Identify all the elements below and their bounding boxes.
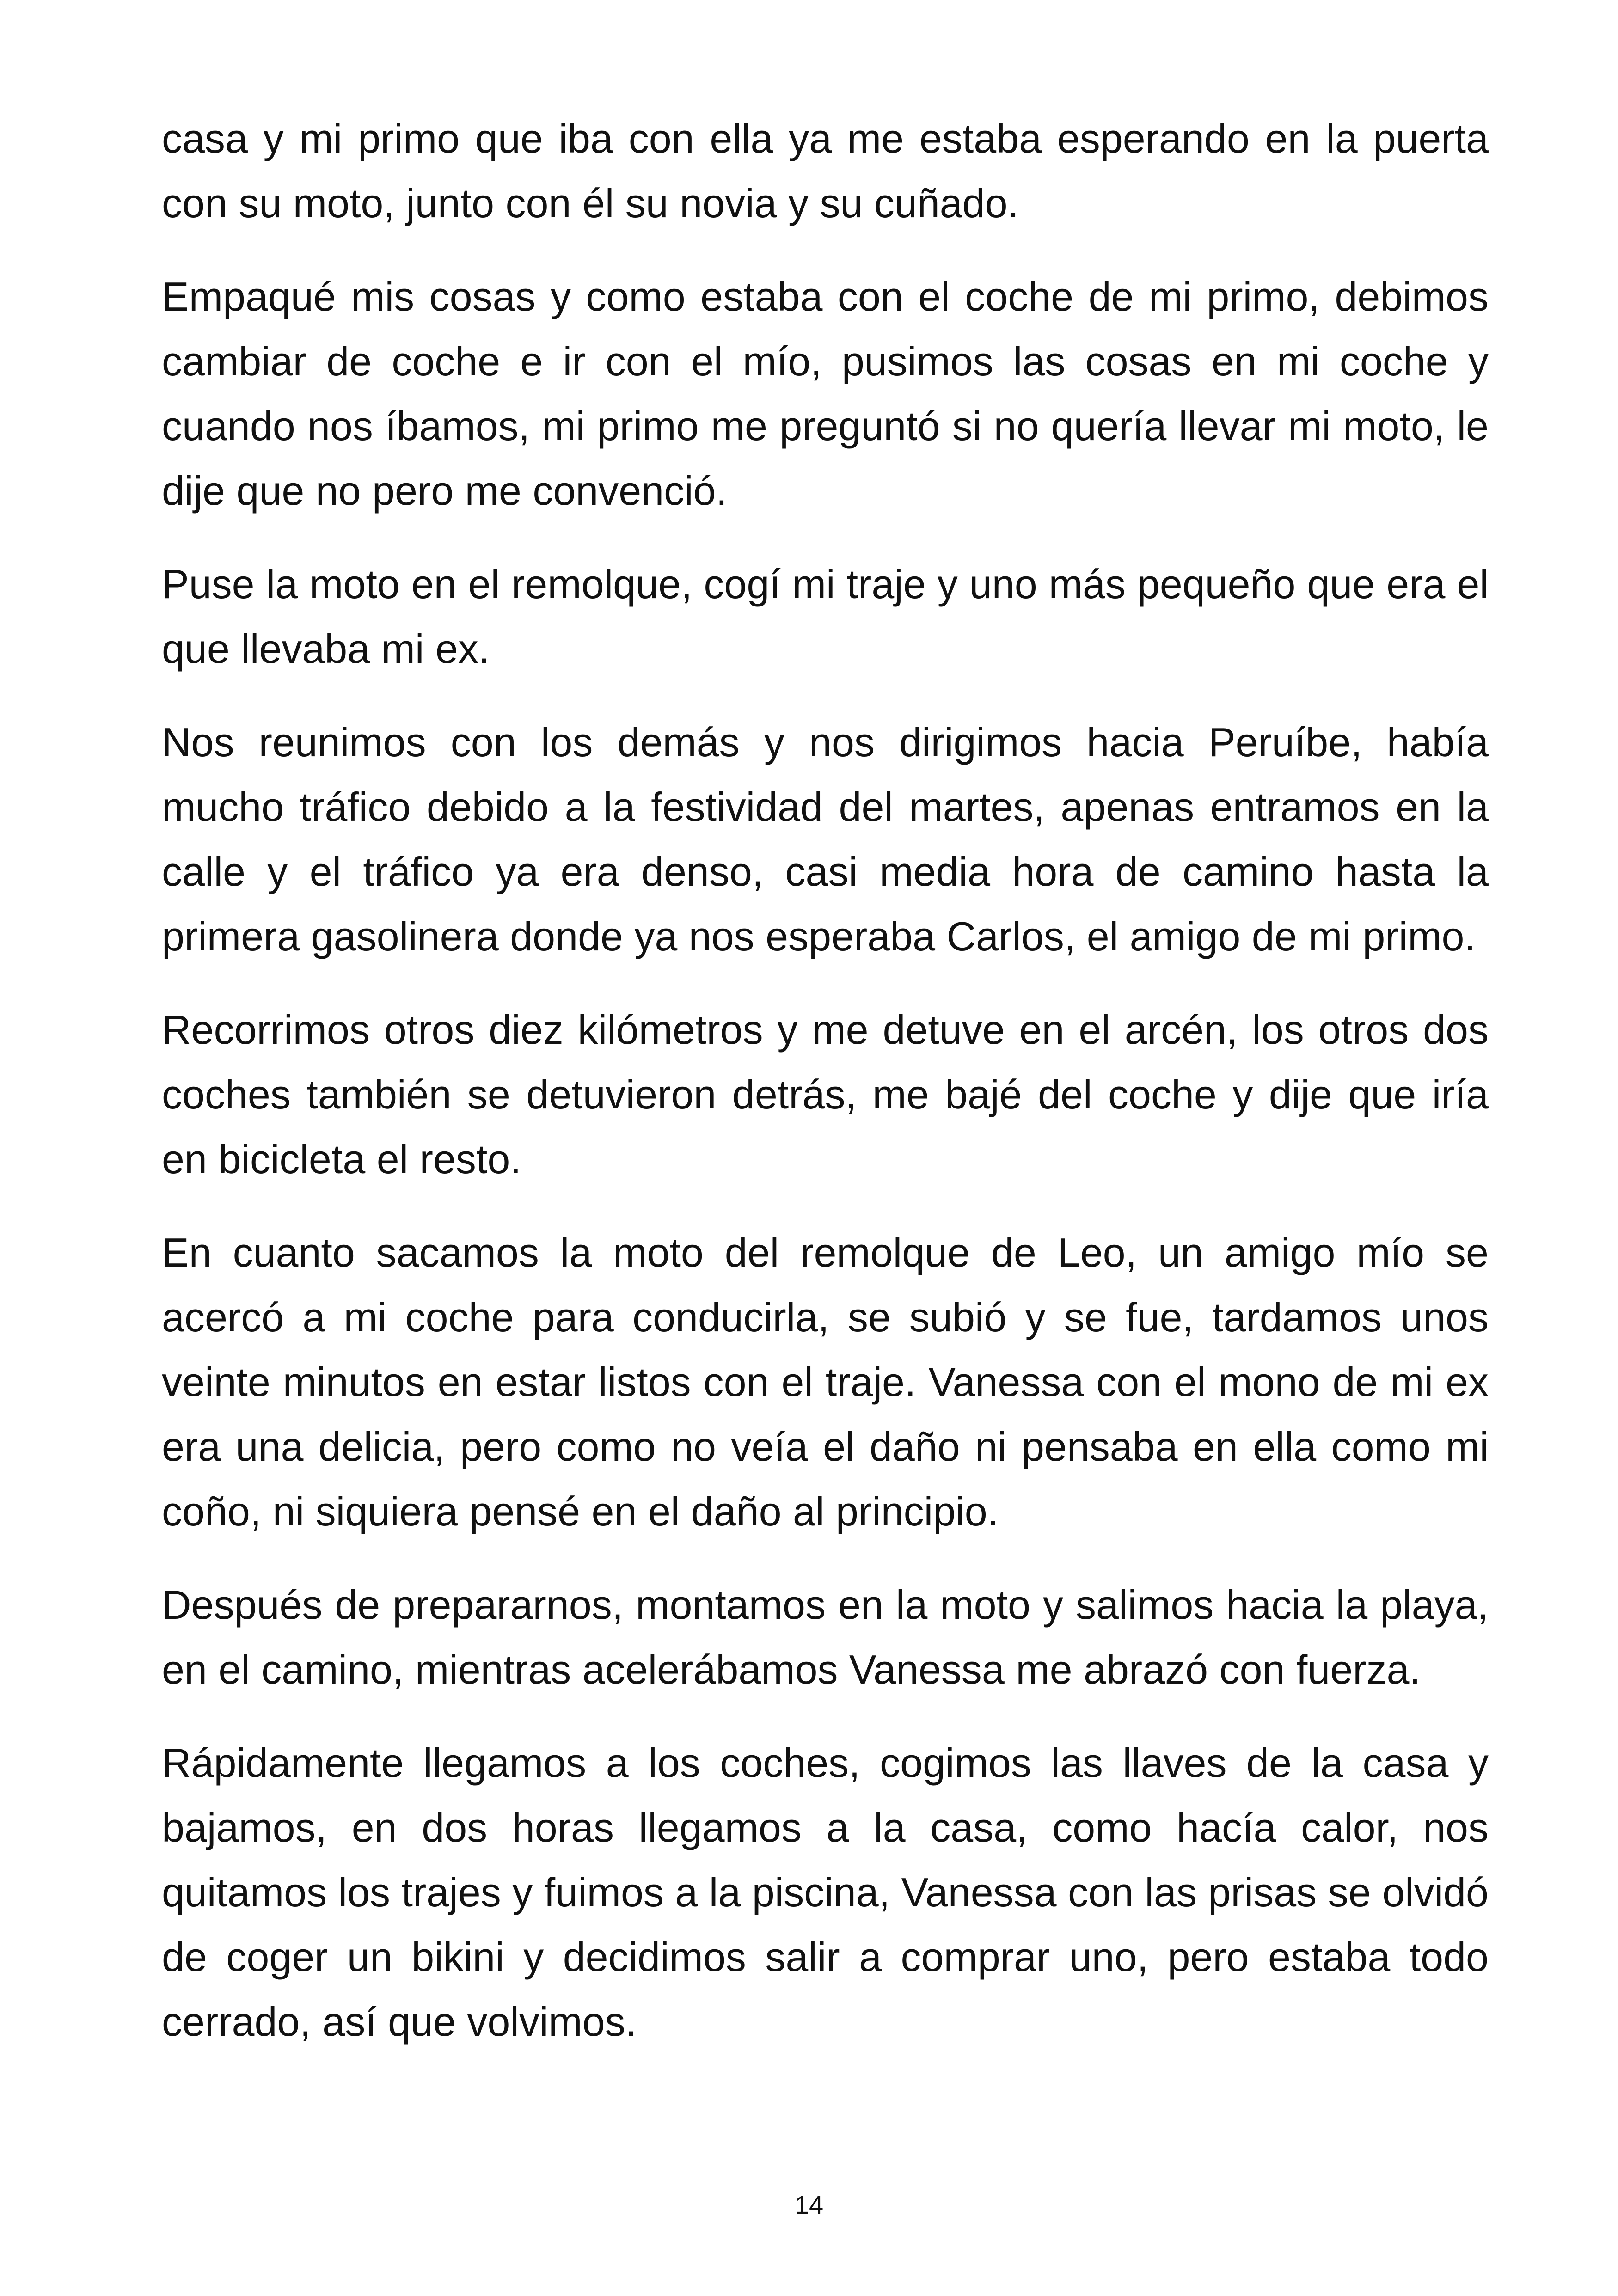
page-number: 14 (794, 2190, 824, 2219)
paragraph: En cuanto sacamos la moto del remolque de Leo, un amigo mío se acercó a mi coche para conducirla, se subió y se fue, tardamos unos veinte minutos en estar listos con el traje. Vanessa con el mono de mi ex era una delicia, pero como no veía el daño ni pensaba en ella como mi coño, ni siquiera pensé en el daño al principio. (162, 1230, 1489, 1534)
body-text (162, 106, 1489, 2083)
paragraph: casa y mi primo que iba con ella ya me estaba esperando en la puerta con su moto, junto con él su novia y su cuñado. (162, 116, 1489, 226)
paragraph: Nos reunimos con los demás y nos dirigimos hacia Peruíbe, había mucho tráfico debido a la festividad del martes, apenas entramos en la calle y el tráfico ya era denso, casi media hora de camino hasta la primera gasolinera donde ya nos esperaba Carlos, el amigo de mi primo. (162, 719, 1489, 959)
paragraph: Puse la moto en el remolque, cogí mi traje y uno más pequeño que era el que llevaba mi ex. (162, 561, 1489, 672)
paragraph: Después de prepararnos, montamos en la moto y salimos hacia la playa, en el camino, mientras acelerábamos Vanessa me abrazó con fuerza. (162, 1582, 1489, 1692)
paragraph: Empaqué mis cosas y como estaba con el coche de mi primo, debimos cambiar de coche e ir con el mío, pusimos las cosas en mi coche y cuando nos íbamos, mi primo me preguntó si no quería llevar mi moto, le dije que no pero me convenció. (162, 274, 1489, 514)
paragraph: Recorrimos otros diez kilómetros y me detuve en el arcén, los otros dos coches también se detuvieron detrás, me bajé del coche y dije que iría en bicicleta el resto. (162, 1007, 1489, 1182)
paragraph: Rápidamente llegamos a los coches, cogimos las llaves de la casa y bajamos, en dos horas llegamos a la casa, como hacía calor, nos quitamos los trajes y fuimos a la piscina, Vanessa con las prisas se olvidó de coger un bikini y decidimos salir a comprar uno, pero estaba todo cerrado, así que volvimos. (162, 1740, 1489, 2045)
